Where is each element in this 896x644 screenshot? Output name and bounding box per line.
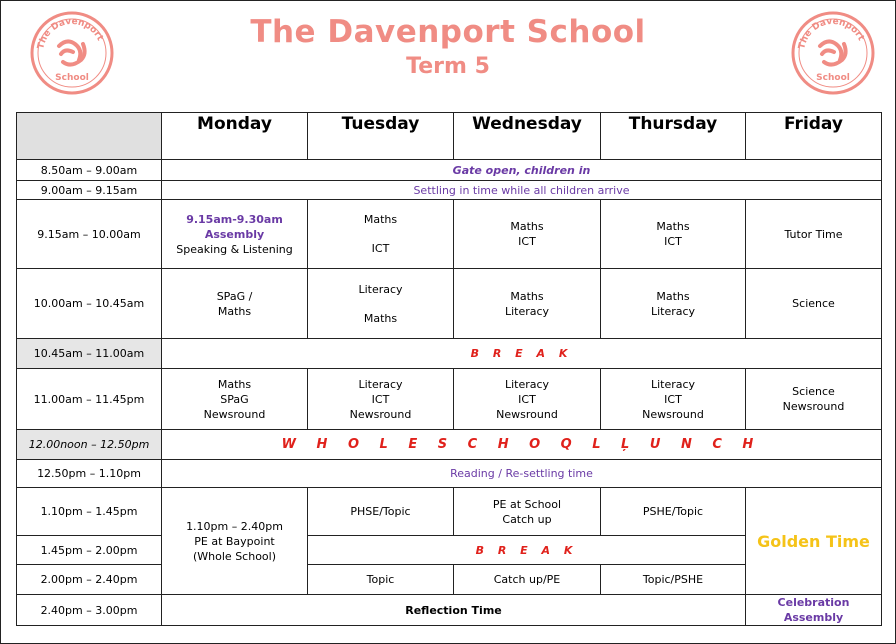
term-subtitle: Term 5 — [406, 54, 490, 79]
lesson-label: ICT — [371, 392, 390, 406]
lesson-label: Newsround — [782, 400, 845, 413]
table-row — [17, 160, 882, 181]
lesson-cell: Catch up/PE — [454, 565, 601, 595]
day-header-tuesday: Tuesday — [308, 113, 454, 160]
lesson-cell — [308, 369, 454, 430]
svg-text:School: School — [55, 73, 89, 83]
table-row — [17, 369, 882, 430]
svg-text:The Davenport: The Davenport — [36, 16, 105, 51]
lesson-label: ICT — [518, 235, 536, 248]
lesson-cell — [454, 369, 601, 430]
lesson-label: 1.10pm – 2.40pm — [186, 519, 283, 533]
table-row — [17, 339, 882, 369]
lesson-label: Maths — [510, 220, 544, 233]
lesson-cell — [162, 200, 308, 269]
time-cell: 10.45am – 11.00am — [17, 339, 162, 369]
lesson-label: Newsround — [496, 407, 558, 421]
table-row — [17, 200, 882, 269]
lesson-label: PE at Baypoint — [194, 534, 275, 548]
lesson-label: Literacy — [650, 377, 696, 391]
day-header-friday: Friday — [746, 113, 882, 160]
pe-baypoint-cell — [162, 488, 308, 595]
lesson-label: Newsround — [203, 407, 266, 421]
lesson-cell: Topic/PSHE — [601, 565, 746, 595]
lesson-cell: Topic — [308, 565, 454, 595]
corner-cell — [17, 113, 162, 160]
lesson-label: Newsround — [642, 407, 704, 421]
lesson-label: Newsround — [349, 407, 412, 421]
lesson-cell — [601, 200, 746, 269]
lesson-cell: Tutor Time — [746, 200, 882, 269]
break-cell: B R E A K — [162, 339, 882, 369]
celebration-cell: Celebration Assembly — [746, 595, 882, 626]
lesson-label: Maths — [363, 213, 398, 226]
table-row — [17, 269, 882, 339]
table-row — [17, 595, 882, 626]
break-cell: B R E A K — [308, 536, 746, 565]
time-cell: 10.00am – 10.45am — [17, 269, 162, 339]
lesson-label: Maths — [656, 220, 690, 233]
time-cell: 2.40pm – 3.00pm — [17, 595, 162, 626]
lesson-label: ICT — [664, 235, 682, 248]
lesson-cell: PSHE/Topic — [601, 488, 746, 536]
svg-text:The Davenport: The Davenport — [797, 16, 866, 51]
lesson-cell — [162, 369, 308, 430]
lesson-label: PE at School — [492, 497, 562, 511]
lesson-label: Maths — [363, 311, 398, 325]
header-row — [17, 113, 882, 160]
day-header-thursday: Thursday — [601, 113, 746, 160]
lesson-label: Maths — [217, 377, 252, 391]
lesson-label: ICT — [664, 392, 682, 406]
lesson-cell — [454, 488, 601, 536]
lesson-cell — [746, 369, 882, 430]
lesson-label: Literacy — [650, 304, 696, 318]
school-title: The Davenport School — [250, 14, 646, 50]
lesson-label: Literacy — [358, 377, 403, 391]
lesson-label: Maths — [656, 289, 690, 303]
lesson-label: Science — [792, 385, 835, 398]
settling-cell: Settling in time while all children arrive — [162, 181, 882, 200]
lesson-cell — [601, 369, 746, 430]
lesson-label: Maths — [217, 304, 252, 318]
lesson-cell — [308, 269, 454, 339]
lesson-label: (Whole School) — [193, 549, 276, 563]
reading-cell: Reading / Re-settling time — [162, 460, 882, 488]
lesson-label: ICT — [518, 392, 536, 406]
assembly-label: 9.15am-9.30am Assembly — [186, 212, 283, 241]
table-row — [17, 430, 882, 460]
day-header-monday: Monday — [162, 113, 308, 160]
lesson-label: SPaG — [220, 392, 249, 406]
time-cell: 9.15am – 10.00am — [17, 200, 162, 269]
table-row — [17, 460, 882, 488]
lesson-label: Literacy — [504, 377, 550, 391]
lesson-label: SPaG / — [216, 289, 253, 303]
time-cell: 12.00noon – 12.50pm — [17, 430, 162, 460]
time-cell: 1.10pm – 1.45pm — [17, 488, 162, 536]
gate-open-cell: Gate open, children in — [162, 160, 882, 181]
lunch-cell: W H O L E S C H O Q L Ļ U N C H — [162, 430, 882, 460]
time-cell: 12.50pm – 1.10pm — [17, 460, 162, 488]
time-cell: 1.45pm – 2.00pm — [17, 536, 162, 565]
lesson-label: Literacy — [358, 282, 403, 296]
lesson-label: Speaking & Listening — [176, 242, 293, 256]
lesson-cell — [308, 200, 454, 269]
svg-text:School: School — [816, 73, 850, 83]
lesson-cell: Science — [746, 269, 882, 339]
lesson-label: Maths — [510, 289, 544, 303]
lesson-cell — [601, 269, 746, 339]
lesson-label: Catch up — [502, 512, 552, 526]
lesson-cell — [454, 269, 601, 339]
time-cell: 8.50am – 9.00am — [17, 160, 162, 181]
table-row — [17, 488, 882, 536]
lesson-cell — [454, 200, 601, 269]
day-header-wednesday: Wednesday — [454, 113, 601, 160]
golden-time-cell: Golden Time — [746, 488, 882, 595]
time-cell: 2.00pm – 2.40pm — [17, 565, 162, 595]
time-cell: 11.00am – 11.45pm — [17, 369, 162, 430]
lesson-cell: PHSE/Topic — [308, 488, 454, 536]
lesson-cell — [162, 269, 308, 339]
reflection-cell: Reflection Time — [162, 595, 746, 626]
time-cell: 9.00am – 9.15am — [17, 181, 162, 200]
lesson-label: Literacy — [504, 304, 550, 318]
lesson-label: ICT — [371, 242, 390, 255]
timetable — [16, 112, 882, 626]
table-row — [17, 181, 882, 200]
